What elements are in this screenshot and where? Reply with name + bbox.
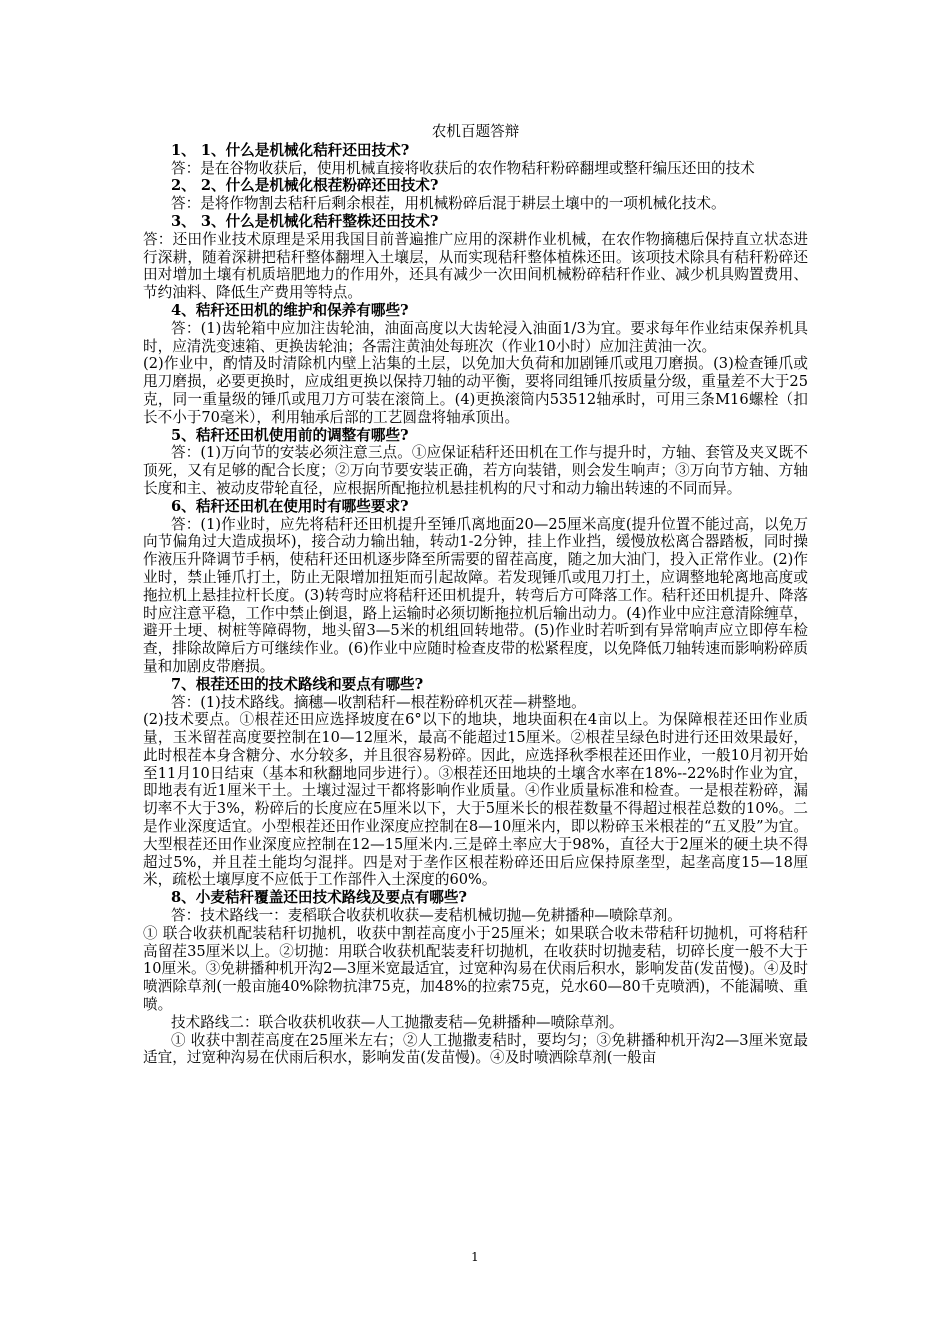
question-heading: 1、 1、什么是机械化秸秆还田技术?	[171, 141, 410, 159]
answer-paragraph: 答：是将作物割去秸秆后剩余根茬，用机械粉碎后混于耕层土壤中的一项机械化技术。	[171, 195, 726, 213]
question-heading: 7、根茬还田的技术路线和要点有哪些?	[171, 675, 424, 693]
question-heading: 6、秸秆还田机在使用时有哪些要求?	[171, 497, 409, 515]
answer-paragraph: 答：(1)齿轮箱中应加注齿轮油，油面高度以大齿轮浸入油面1/3为宜。要求每年作业结束保养机具时，应清洗变速箱、更换齿轮油；各需注黄油处每班次（作业10小时）应加注黄油一次。	[143, 319, 808, 355]
answer-paragraph: 技术路线二：联合收获机收获—人工抛撒麦秸—免耕播种—喷除草剂。	[171, 1013, 624, 1031]
question-heading: 3、 3、什么是机械化秸秆整株还田技术?	[171, 212, 439, 230]
answer-paragraph: ① 收获中割茬高度在25厘米左右；②人工抛撒麦秸时，要均匀；③免耕播种机开沟2—3厘米宽最适宜，过宽种沟易在伏雨后积水，影响发苗(发苗慢)。④及时喷洒除草剂(一般亩	[143, 1031, 808, 1067]
answer-paragraph: 答：(1)万向节的安装必须注意三点。①应保证秸秆还田机在工作与提升时，方轴、套管及夹叉既不顶死，又有足够的配合长度；②万向节要安装正确，若方向装错，则会发生响声；③万向节方轴、方轴长度和主、被动皮带轮直径，应根据所配拖拉机悬挂机构的尺寸和动力输出转速的不同而异。	[143, 444, 808, 497]
answer-paragraph: 答：(1)作业时，应先将秸秆还田机提升至锤爪离地面20—25厘米高度(提升位置不能过高，以免万向节偏角过大造成损坏)，接合动力输出轴，转动1-2分钟，挂上作业挡，缓慢放松离合器踏板，同时操作液压升降调节手柄，使秸秆还田机逐步降至所需要的留茬高度，随之加大油门，投入正常作业。(2)作业时，禁止锤爪打土，防止无限增加扭矩而引起故障。若发现锤爪或甩刀打土，应调整地轮离地高度或拖拉机上悬挂拉杆长度。(3)转弯时应将秸秆还田机提升，转弯后方可降落工作。秸秆还田机提升、降落时应注意平稳，工作中禁止倒退，路上运输时必须切断拖拉机后输出动力。(4)作业中应注意清除缠草，避开土埂、树桩等障碍物，地头留3—5米的机组回转地带。(5)作业时若听到有异常响声应立即停车检查，排除故障后方可继续作业。(6)作业中应随时检查皮带的松紧程度，以免降低刀轴转速而影响粉碎质量和加剧皮带磨损。	[143, 515, 808, 675]
question-heading: 8、小麦秸秆覆盖还田技术路线及要点有哪些?	[171, 889, 467, 907]
answer-paragraph: (2)作业中，酌情及时清除机内壁上沾集的土层，以免加大负荷和加剧锤爪或甩刀磨损。(3)检查锤爪或甩刀磨损，必要更换时，应成组更换以保持刀轴的动平衡，要将同组锤爪按质量分级，重量差不大于25克，同一重量级的锤爪或甩刀方可装在滚筒上。(4)更换滚筒内53512轴承时，可用三条M16螺栓（扣长不小于70毫米），利用轴承后部的工艺圆盘将轴承顶出。	[143, 355, 808, 426]
document-title: 农机百题答辩	[431, 123, 520, 140]
answer-paragraph: 答：(1)技术路线。摘穗—收割秸秆—根茬粉碎机灭茬—耕整地。	[171, 693, 586, 711]
page-number: 1	[471, 1250, 479, 1264]
question-heading: 5、秸秆还田机使用前的调整有哪些?	[171, 426, 409, 444]
answer-paragraph: 答：是在谷物收获后，使用机械直接将收获后的农作物秸秆粉碎翻埋或整秆编压还田的技术	[171, 159, 755, 177]
answer-paragraph: 答：技术路线一：麦稻联合收获机收获—麦秸机械切抛—免耕播种—喷除草剂。	[171, 907, 682, 925]
question-heading: 4、秸秆还田机的维护和保养有哪些?	[171, 301, 409, 319]
document-body	[143, 123, 808, 1067]
question-heading: 2、 2、什么是机械化根茬粉碎还田技术?	[171, 177, 439, 195]
answer-paragraph: (2)技术要点。①根茬还田应选择坡度在6°以下的地块，地块面积在4亩以上。为保障根茬还田作业质量，玉米留茬高度要控制在10—12厘米，最高不能超过15厘米。②根茬呈绿色时进行还田效果最好，此时根茬本身含糖分、水分较多，并且很容易粉碎。因此，应选择秋季根茬还田作业，一般10月初开始至11月10日结束（基本和秋翻地同步进行）。③根茬还田地块的土壤含水率在18%--22%时作业为宜，即地表有近1厘米干土。土壤过湿过干都将影响作业质量。④作业质量标准和检查。一是根茬粉碎，漏切率不大于3%，粉碎后的长度应在5厘米以下，大于5厘米长的根茬数量不得超过根茬总数的10%。二是作业深度适宜。小型根茬还田作业深度应控制在8—10厘米内，即以粉碎玉米根茬的“五叉股”为宜。大型根茬还田作业深度应控制在12—15厘米内.三是碎土率应大于98%，直径大于2厘米的硬土块不得超过5%，并且茬土能均匀混拌。四是对于垄作区根茬粉碎还田后应保持原垄型，起垄高度15—18厘米，疏松土壤厚度不应低于工作部件入土深度的60%。	[143, 711, 808, 889]
answer-paragraph: 答：还田作业技术原理是采用我国目前普遍推广应用的深耕作业机械，在农作物摘穗后保持直立状态进行深耕，随着深耕把秸秆整体翻埋入土壤层，从而实现秸秆整体植株还田。该项技术除具有秸秆粉碎还田对增加土壤有机质培肥地力的作用外，还具有减少一次田间机械粉碎秸秆作业、减少机具购置费用、节约油料、降低生产费用等特点。	[143, 230, 808, 302]
answer-paragraph: ① 联合收获机配装秸秆切抛机，收获中割茬高度小于25厘米；如果联合收未带秸秆切抛机，可将秸秆高留茬35厘米以上。②切抛：用联合收获机配装麦秆切抛机，在收获时切抛麦秸，切碎长度一般不大于10厘米。③免耕播种机开沟2—3厘米宽最适宜，过宽种沟易在伏雨后积水，影响发苗(发苗慢)。④及时喷洒除草剂(一般亩施40%除物抗津75克，加48%的拉索75克，兑水60—80千克喷洒)，不能漏喷、重喷。	[143, 924, 808, 1014]
